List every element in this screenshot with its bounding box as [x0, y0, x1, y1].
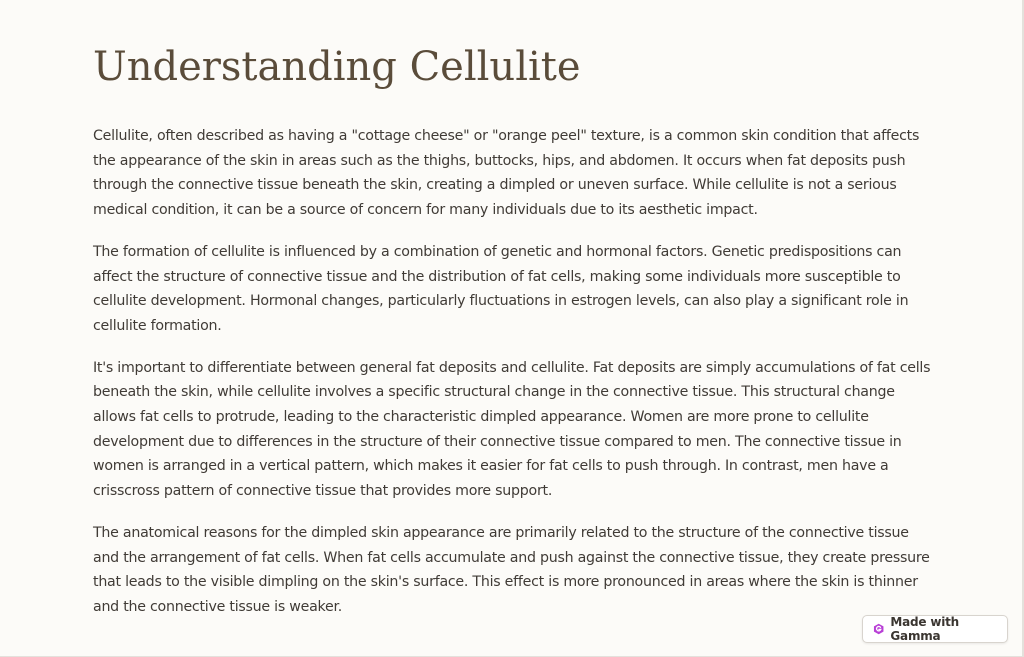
page-title: Understanding Cellulite	[93, 44, 581, 90]
paragraph-2: The formation of cellulite is influenced by a combination of genetic and hormonal factors. Genetic predispositions can affect the structure of connective tissue and the distribution of fat cells, making some individuals more susceptible to cellulite development. Hormonal changes, particularly fluctuations in estrogen levels, can also play a significant role in cellulite formation.	[93, 243, 909, 334]
document-card	[93, 40, 938, 637]
paragraph-1: Cellulite, often described as having a "cottage cheese" or "orange peel" texture, is a common skin condition that affects the appearance of the skin in areas such as the thighs, buttocks, hips, and abdomen. It occurs when fat deposits push through the connective tissue beneath the skin, creating a dimpled or uneven surface. While cellulite is not a serious medical condition, it can be a source of concern for many individuals due to its aesthetic impact.	[93, 128, 920, 219]
badge-label: Made with Gamma	[890, 615, 960, 643]
gamma-logo-icon	[873, 623, 884, 635]
paragraph-3: It's important to differentiate between general fat deposits and cellulite. Fat deposits are simply accumulations of fat cells beneath the skin, while cellulite involves a specific structural change in the connective tissue. This structural change allows fat cells to protrude, leading to the characteristic dimpled appearance. Women are more prone to cellulite development due to differences in the structure of their connective tissue compared to men. The connective tissue in women is arranged in a vertical pattern, which makes it easier for fat cells to push through. In contrast, men have a crisscross pattern of connective tissue that provides more support.	[93, 359, 931, 500]
paragraph-4: The anatomical reasons for the dimpled skin appearance are primarily related to the structure of the connective tissue and the arrangement of fat cells. When fat cells accumulate and push against the connective tissue, they create pressure that leads to the visible dimpling on the skin's surface. This effect is more pronounced in areas where the skin is thinner and the connective tissue is weaker.	[93, 524, 930, 615]
made-with-gamma-button[interactable]	[862, 615, 1008, 643]
